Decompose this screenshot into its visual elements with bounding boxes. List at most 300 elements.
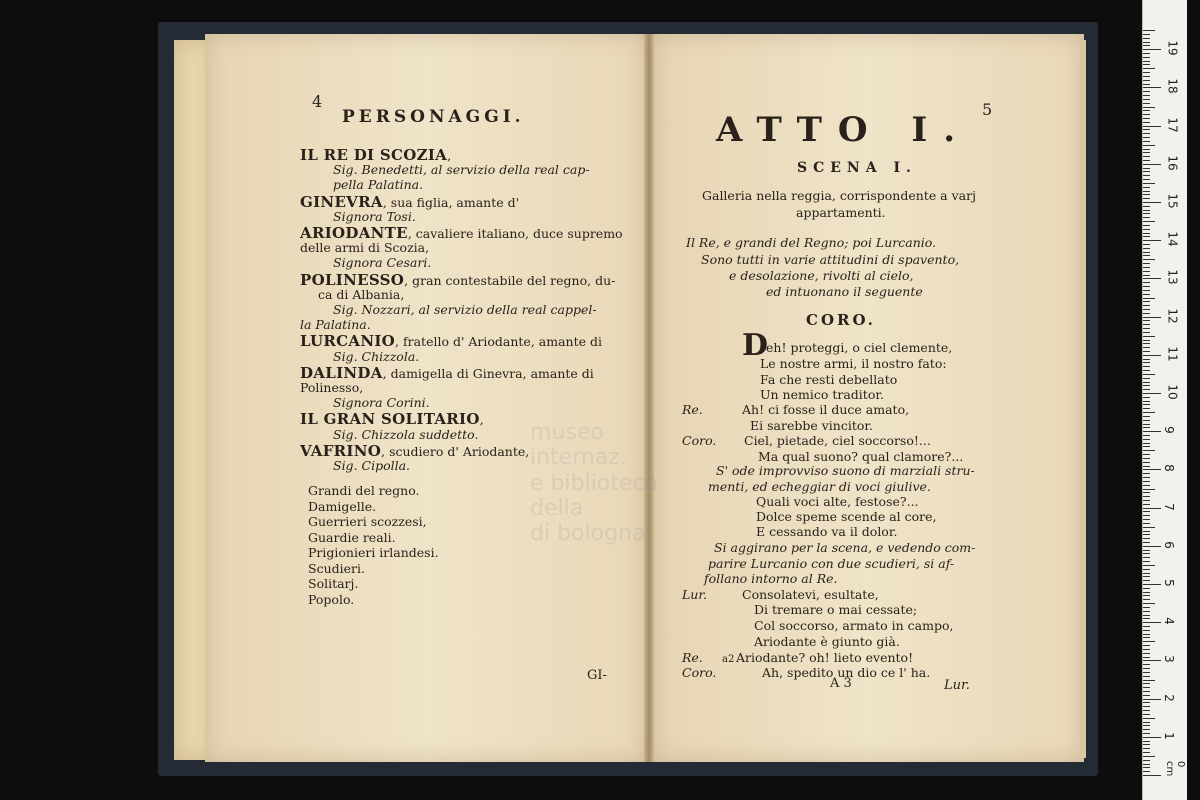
character-name: ARIODANTE bbox=[300, 224, 408, 242]
ruler-tick bbox=[1143, 473, 1150, 474]
ruler-tick bbox=[1143, 435, 1150, 436]
ruler-number: 11 bbox=[1165, 346, 1180, 362]
ruler-tick bbox=[1143, 187, 1150, 188]
ruler-tick bbox=[1143, 588, 1150, 589]
ruler-tick bbox=[1143, 370, 1150, 371]
ruler-tick bbox=[1143, 244, 1150, 245]
chorus-heading: CORO. bbox=[806, 311, 876, 329]
speaker-label: Lur. bbox=[682, 587, 707, 602]
ruler-tick bbox=[1143, 206, 1150, 207]
ruler-tick bbox=[1143, 99, 1150, 100]
verse-line: E cessando va il dolor. bbox=[756, 524, 898, 539]
ruler-number: 2 bbox=[1161, 693, 1176, 702]
stage-direction-line: menti, ed echeggiar di voci giulive. bbox=[708, 479, 931, 494]
ruler-number: 12 bbox=[1165, 307, 1180, 324]
character-name: VAFRINO bbox=[300, 441, 382, 460]
ruler-tick bbox=[1143, 145, 1155, 146]
verse-line: Le nostre armi, il nostro fato: bbox=[760, 356, 947, 371]
ruler-tick bbox=[1143, 168, 1150, 169]
ruler-tick bbox=[1143, 531, 1150, 532]
character-entry bbox=[300, 441, 530, 460]
ruler-tick bbox=[1143, 271, 1150, 272]
character-description: , damigella di Ginevra, amante di bbox=[382, 365, 594, 381]
ruler-tick bbox=[1143, 725, 1150, 726]
measuring-ruler bbox=[1142, 0, 1187, 800]
ruler-tick bbox=[1143, 359, 1150, 360]
ruler-tick bbox=[1143, 626, 1150, 627]
ruler-tick bbox=[1143, 160, 1150, 161]
library-watermark: museo internaz. e biblioteca della di bologna bbox=[530, 420, 658, 547]
ruler-tick bbox=[1143, 42, 1150, 43]
ruler-tick bbox=[1143, 374, 1155, 375]
ruler-number: 9 bbox=[1161, 426, 1176, 435]
ruler-tick bbox=[1143, 420, 1150, 421]
stage-direction-line: S' ode improvviso suono di marziali stru- bbox=[716, 463, 975, 478]
extras-item: Guerrieri scozzesi, bbox=[308, 514, 427, 529]
ruler-tick bbox=[1143, 129, 1150, 130]
ruler-tick bbox=[1143, 737, 1161, 738]
ruler-tick bbox=[1143, 236, 1150, 237]
ruler-tick bbox=[1143, 64, 1150, 65]
ruler-tick bbox=[1143, 122, 1150, 123]
character-detail-line: Sig. Benedetti, al servizio della real cap- bbox=[333, 162, 590, 178]
verse-line: Consolatevi, esultate, bbox=[742, 587, 879, 602]
ruler-tick bbox=[1143, 760, 1150, 761]
character-description: , fratello d' Ariodante, amante di bbox=[395, 334, 602, 350]
ruler-tick bbox=[1143, 664, 1150, 665]
verse-line: Un nemico traditor. bbox=[760, 387, 884, 402]
ruler-tick bbox=[1143, 561, 1150, 562]
ruler-tick bbox=[1143, 611, 1150, 612]
ruler-tick bbox=[1143, 718, 1155, 719]
ruler-tick bbox=[1143, 332, 1150, 333]
ruler-tick bbox=[1143, 538, 1150, 539]
verse-line: Dolce speme scende al core, bbox=[756, 509, 937, 524]
ruler-tick bbox=[1143, 263, 1150, 264]
ruler-tick bbox=[1143, 676, 1150, 677]
ruler-tick bbox=[1143, 699, 1161, 700]
character-detail-line: Signora Corini. bbox=[333, 395, 430, 411]
ruler-tick bbox=[1143, 309, 1150, 310]
ruler-number: 6 bbox=[1161, 540, 1176, 549]
ruler-tick bbox=[1143, 687, 1150, 688]
ruler-tick bbox=[1143, 550, 1150, 551]
ruler-tick bbox=[1143, 301, 1150, 302]
page-number-right: 5 bbox=[982, 100, 993, 119]
ruler-tick bbox=[1143, 741, 1150, 742]
ruler-tick bbox=[1143, 248, 1150, 249]
ruler-tick bbox=[1143, 500, 1150, 501]
ruler-tick bbox=[1143, 347, 1150, 348]
character-detail-line: Sig. Chizzola. bbox=[333, 348, 420, 364]
ruler-tick bbox=[1143, 76, 1150, 77]
ruler-tick bbox=[1143, 225, 1150, 226]
ruler-tick bbox=[1143, 305, 1150, 306]
ruler-tick bbox=[1143, 156, 1150, 157]
character-detail-line: Sig. Chizzola suddetto. bbox=[333, 426, 479, 442]
extras-item: Damigelle. bbox=[308, 498, 377, 514]
character-detail-line: pella Palatina. bbox=[333, 177, 424, 193]
ruler-tick bbox=[1143, 748, 1150, 749]
stage-direction-line: Si aggirano per la scena, e vedendo com- bbox=[714, 540, 976, 555]
stage-direction-line: follano intorno al Re. bbox=[704, 571, 838, 586]
ruler-number: 8 bbox=[1161, 464, 1176, 473]
ruler-tick bbox=[1143, 527, 1155, 528]
character-detail-line: ca di Albania, bbox=[318, 286, 405, 302]
speaker-label: Re. bbox=[682, 650, 703, 665]
ruler-tick bbox=[1143, 653, 1150, 654]
ruler-tick bbox=[1143, 95, 1150, 96]
ruler-tick bbox=[1143, 660, 1161, 661]
ruler-tick bbox=[1143, 733, 1150, 734]
ruler-tick bbox=[1143, 355, 1161, 356]
ruler-number: 5 bbox=[1161, 579, 1176, 587]
ruler-tick bbox=[1143, 443, 1150, 444]
verse-line: Ei sarebbe vincitor. bbox=[750, 418, 873, 433]
ruler-tick bbox=[1143, 378, 1150, 379]
stage-direction-line: Sono tutti in varie attitudini di spavento, bbox=[701, 252, 960, 267]
ruler-tick bbox=[1143, 672, 1150, 673]
character-name: GINEVRA bbox=[300, 192, 383, 211]
verse-line: Ariodante è giunto già. bbox=[754, 634, 900, 649]
verse-line: Ciel, pietade, ciel soccorso!... bbox=[744, 433, 931, 448]
verse-line: Ma qual suono? qual clamore?... bbox=[758, 449, 964, 464]
ruler-tick bbox=[1143, 38, 1150, 39]
ruler-tick bbox=[1143, 706, 1150, 707]
ruler-tick bbox=[1143, 454, 1150, 455]
ruler-tick bbox=[1143, 49, 1161, 50]
catchword-right: Lur. bbox=[944, 678, 970, 693]
ruler-tick bbox=[1143, 729, 1150, 730]
ruler-tick bbox=[1143, 313, 1150, 314]
ruler-tick bbox=[1143, 771, 1150, 772]
character-description: , sua figlia, amante d' bbox=[382, 194, 520, 210]
ruler-tick bbox=[1143, 401, 1150, 402]
ruler-tick bbox=[1143, 657, 1150, 658]
ruler-tick bbox=[1143, 710, 1150, 711]
ruler-tick bbox=[1143, 114, 1150, 115]
ruler-tick bbox=[1143, 149, 1150, 150]
ruler-tick bbox=[1143, 637, 1150, 638]
a2-marker: a2 bbox=[722, 654, 735, 665]
ruler-number: 13 bbox=[1165, 269, 1180, 286]
ruler-tick bbox=[1143, 126, 1161, 127]
catchword-left: GI- bbox=[587, 668, 607, 683]
ruler-tick bbox=[1143, 267, 1150, 268]
ruler-tick bbox=[1143, 393, 1161, 394]
verse-line: Ah, spedito un dio ce l' ha. bbox=[762, 665, 931, 680]
ruler-tick bbox=[1143, 34, 1150, 35]
ruler-tick bbox=[1143, 294, 1150, 295]
ruler-tick bbox=[1143, 286, 1150, 287]
ruler-tick bbox=[1143, 84, 1150, 85]
ruler-tick bbox=[1143, 362, 1150, 363]
ruler-tick bbox=[1143, 324, 1150, 325]
ruler-tick bbox=[1143, 72, 1150, 73]
character-name: DALINDA bbox=[300, 363, 383, 382]
character-name: LURCANIO bbox=[300, 332, 396, 351]
ruler-tick bbox=[1143, 282, 1150, 283]
ruler-tick bbox=[1143, 515, 1150, 516]
character-description: , cavaliere italiano, duce supremo bbox=[407, 226, 623, 241]
ruler-tick bbox=[1143, 404, 1150, 405]
stage-direction-line: e desolazione, rivolti al cielo, bbox=[729, 268, 914, 283]
ruler-tick bbox=[1143, 278, 1161, 279]
ruler-tick bbox=[1143, 110, 1150, 111]
ruler-tick bbox=[1143, 118, 1150, 119]
ruler-tick bbox=[1143, 534, 1150, 535]
ruler-tick bbox=[1143, 775, 1161, 776]
character-description: , bbox=[479, 412, 484, 428]
character-detail-line: Signora Cesari. bbox=[333, 255, 432, 271]
ruler-tick bbox=[1143, 87, 1161, 88]
ruler-tick bbox=[1143, 385, 1150, 386]
signature-mark: A 3 bbox=[830, 676, 852, 691]
ruler-number: 1 bbox=[1161, 731, 1176, 740]
ruler-tick bbox=[1143, 191, 1150, 192]
ruler-tick bbox=[1143, 412, 1155, 413]
ruler-number: 18 bbox=[1165, 78, 1180, 95]
ruler-tick bbox=[1143, 275, 1150, 276]
ruler-number: 7 bbox=[1161, 502, 1176, 511]
ruler-tick bbox=[1143, 240, 1161, 241]
character-detail-line: Sig. Nozzari, al servizio della real cappel- bbox=[333, 302, 597, 317]
setting-line: Galleria nella reggia, corrispondente a varj bbox=[702, 188, 976, 203]
ruler-tick bbox=[1143, 553, 1150, 554]
ruler-tick bbox=[1143, 573, 1150, 574]
character-entry bbox=[300, 226, 623, 241]
verse-line: Di tremare o mai cessate; bbox=[754, 602, 918, 617]
ruler-tick bbox=[1143, 416, 1150, 417]
ruler-tick bbox=[1143, 408, 1150, 409]
ruler-tick bbox=[1143, 576, 1150, 577]
ruler-tick bbox=[1143, 213, 1150, 214]
ruler-tick bbox=[1143, 141, 1150, 142]
ruler-tick bbox=[1143, 508, 1161, 509]
character-detail-line: Signora Tosi. bbox=[333, 208, 416, 224]
ruler-tick bbox=[1143, 618, 1150, 619]
ruler-tick bbox=[1143, 466, 1150, 467]
ruler-tick bbox=[1143, 68, 1155, 69]
ruler-tick bbox=[1143, 477, 1150, 478]
ruler-tick bbox=[1143, 446, 1150, 447]
ruler-tick bbox=[1143, 91, 1150, 92]
ruler-number: 17 bbox=[1165, 116, 1180, 133]
character-entry bbox=[300, 192, 520, 211]
verse-line: Col soccorso, armato in campo, bbox=[754, 618, 954, 633]
ruler-number: 19 bbox=[1165, 40, 1180, 56]
character-detail-line: la Palatina. bbox=[300, 317, 371, 333]
ruler-tick bbox=[1143, 744, 1150, 745]
ruler-tick bbox=[1143, 542, 1150, 543]
ruler-tick bbox=[1143, 103, 1150, 104]
ruler-number: 10 bbox=[1165, 384, 1180, 400]
ruler-tick bbox=[1143, 221, 1155, 222]
ruler-tick bbox=[1143, 427, 1150, 428]
ruler-number: 4 bbox=[1161, 617, 1176, 626]
ruler-tick bbox=[1143, 137, 1150, 138]
verse-line: Quali voci alte, festose?... bbox=[756, 494, 919, 509]
stage-direction-line: Il Re, e grandi del Regno; poi Lurcanio. bbox=[686, 235, 937, 250]
right-page-edge bbox=[1080, 40, 1086, 758]
ruler-tick bbox=[1143, 340, 1150, 341]
ruler-tick bbox=[1143, 431, 1161, 432]
character-entry bbox=[300, 334, 602, 349]
ruler-tick bbox=[1143, 366, 1150, 367]
ruler-tick bbox=[1143, 217, 1150, 218]
ruler-tick bbox=[1143, 496, 1150, 497]
ruler-tick bbox=[1143, 382, 1150, 383]
ruler-tick bbox=[1143, 615, 1150, 616]
extras-item: Prigionieri irlandesi. bbox=[308, 545, 439, 560]
ruler-unit: 0 cm bbox=[1164, 761, 1186, 777]
ruler-tick bbox=[1143, 469, 1161, 470]
verse-line: Ariodante? oh! lieto evento! bbox=[736, 650, 914, 665]
character-description: , scudiero d' Ariodante, bbox=[381, 443, 530, 459]
drop-cap: D bbox=[742, 328, 769, 363]
ruler-tick bbox=[1143, 691, 1150, 692]
ruler-tick bbox=[1143, 511, 1150, 512]
ruler-tick bbox=[1143, 519, 1150, 520]
ruler-tick bbox=[1143, 53, 1150, 54]
character-name: IL RE DI SCOZIA bbox=[300, 146, 448, 164]
ruler-tick bbox=[1143, 439, 1150, 440]
ruler-tick bbox=[1143, 179, 1150, 180]
ruler-tick bbox=[1143, 389, 1150, 390]
character-detail-line: Polinesso, bbox=[300, 380, 364, 395]
ruler-tick bbox=[1143, 336, 1155, 337]
ruler-tick bbox=[1143, 668, 1150, 669]
character-description: , bbox=[447, 148, 452, 163]
ruler-tick bbox=[1143, 767, 1150, 768]
ruler-tick bbox=[1143, 546, 1161, 547]
ruler-tick bbox=[1143, 680, 1155, 681]
ruler-tick bbox=[1143, 133, 1150, 134]
character-detail-line: Sig. Cipolla. bbox=[333, 458, 411, 473]
verse-line: eh! proteggi, o ciel clemente, bbox=[766, 340, 953, 355]
ruler-number: 16 bbox=[1165, 155, 1180, 171]
character-name: IL GRAN SOLITARIO bbox=[300, 410, 480, 429]
stage-direction-line: ed intuonano il seguente bbox=[766, 284, 923, 299]
character-entry bbox=[300, 148, 451, 163]
ruler-tick bbox=[1143, 107, 1155, 108]
ruler-tick bbox=[1143, 462, 1150, 463]
ruler-tick bbox=[1143, 592, 1150, 593]
ruler-tick bbox=[1143, 523, 1150, 524]
ruler-tick bbox=[1143, 424, 1150, 425]
ruler-tick bbox=[1143, 202, 1161, 203]
ruler-tick bbox=[1143, 194, 1150, 195]
ruler-tick bbox=[1143, 320, 1150, 321]
ruler-tick bbox=[1143, 252, 1150, 253]
ruler-number: 15 bbox=[1165, 193, 1180, 209]
ruler-tick bbox=[1143, 569, 1150, 570]
extras-item: Solitarj. bbox=[308, 576, 359, 591]
character-entry bbox=[300, 270, 616, 289]
character-entry bbox=[300, 412, 484, 427]
character-description: , gran contestabile del regno, du- bbox=[404, 272, 616, 288]
stage-direction-line: parire Lurcanio con due scudieri, si af- bbox=[708, 556, 955, 571]
ruler-tick bbox=[1143, 557, 1150, 558]
ruler-tick bbox=[1143, 481, 1150, 482]
scene-title: SCENA I. bbox=[797, 160, 917, 176]
ruler-tick bbox=[1143, 290, 1150, 291]
ruler-tick bbox=[1143, 80, 1150, 81]
extras-item: Grandi del regno. bbox=[308, 483, 420, 498]
ruler-tick bbox=[1143, 764, 1150, 765]
speaker-label: Coro. bbox=[682, 665, 717, 680]
ruler-tick bbox=[1143, 630, 1150, 631]
ruler-tick bbox=[1143, 229, 1150, 230]
ruler-tick bbox=[1143, 649, 1150, 650]
ruler-tick bbox=[1143, 695, 1150, 696]
ruler-tick bbox=[1143, 714, 1150, 715]
page-number-left: 4 bbox=[312, 92, 323, 111]
extras-item: Guardie reali. bbox=[308, 529, 396, 545]
character-entry bbox=[300, 363, 594, 382]
ruler-tick bbox=[1143, 450, 1155, 451]
book-gutter bbox=[644, 34, 654, 762]
extras-item: Popolo. bbox=[308, 591, 355, 607]
ruler-tick bbox=[1143, 57, 1150, 58]
ruler-tick bbox=[1143, 397, 1150, 398]
ruler-tick bbox=[1143, 152, 1150, 153]
ruler-tick bbox=[1143, 45, 1150, 46]
ruler-tick bbox=[1143, 351, 1150, 352]
character-detail-line: delle armi di Scozia, bbox=[300, 240, 430, 256]
ruler-tick bbox=[1143, 603, 1155, 604]
ruler-tick bbox=[1143, 607, 1150, 608]
ruler-tick bbox=[1143, 683, 1150, 684]
extras-item: Scudieri. bbox=[308, 560, 365, 576]
ruler-tick bbox=[1143, 210, 1150, 211]
ruler-tick bbox=[1143, 622, 1161, 623]
ruler-tick bbox=[1143, 317, 1161, 318]
ruler-tick bbox=[1143, 255, 1150, 256]
character-name: POLINESSO bbox=[300, 270, 405, 289]
act-title: ATTO I. bbox=[716, 110, 972, 150]
ruler-tick bbox=[1143, 61, 1150, 62]
ruler-number: 14 bbox=[1165, 231, 1180, 247]
ruler-tick bbox=[1143, 584, 1161, 585]
ruler-tick bbox=[1143, 565, 1155, 566]
ruler-tick bbox=[1143, 183, 1155, 184]
ruler-tick bbox=[1143, 343, 1150, 344]
ruler-tick bbox=[1143, 492, 1150, 493]
ruler-tick bbox=[1143, 489, 1155, 490]
ruler-tick bbox=[1143, 171, 1150, 172]
ruler-tick bbox=[1143, 599, 1150, 600]
verse-line: Ah! ci fosse il duce amato, bbox=[742, 402, 910, 417]
ruler-tick bbox=[1143, 756, 1155, 757]
ruler-tick bbox=[1143, 595, 1150, 596]
setting-line: appartamenti. bbox=[796, 205, 886, 220]
ruler-tick bbox=[1143, 328, 1150, 329]
ruler-tick bbox=[1143, 752, 1150, 753]
verse-line: Fa che resti debellato bbox=[760, 372, 898, 387]
ruler-tick bbox=[1143, 702, 1150, 703]
speaker-label: Coro. bbox=[682, 433, 717, 448]
ruler-tick bbox=[1143, 175, 1150, 176]
ruler-tick bbox=[1143, 645, 1150, 646]
speaker-label: Re. bbox=[682, 402, 703, 417]
ruler-tick bbox=[1143, 298, 1155, 299]
ruler-tick bbox=[1143, 580, 1150, 581]
ruler-tick bbox=[1143, 722, 1150, 723]
ruler-tick bbox=[1143, 259, 1155, 260]
ruler-number: 3 bbox=[1161, 655, 1176, 664]
ruler-tick bbox=[1143, 485, 1150, 486]
